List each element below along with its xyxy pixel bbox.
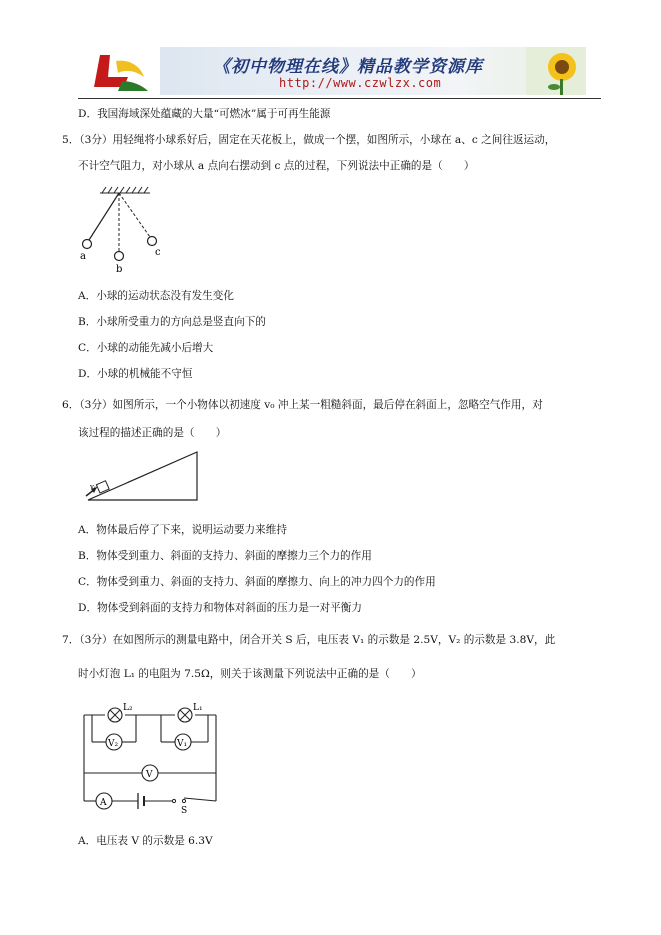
ceiling-hatch: [100, 187, 150, 193]
label-b: b: [116, 264, 123, 275]
header-rule: [78, 98, 601, 99]
label-v1: V₁: [177, 739, 188, 749]
banner-url: http://www.czwlzx.com: [279, 76, 442, 90]
q6-option-a: A．物体最后停了下来，说明运动要力来维持: [78, 524, 287, 536]
q5-option-a: A．小球的运动状态没有发生变化: [78, 290, 234, 302]
lamp-l1-icon: [178, 708, 192, 722]
string-a: [89, 193, 119, 240]
q5-option-c: C．小球的动能先减小后增大: [78, 342, 214, 354]
ball-a: [83, 240, 92, 249]
sunflower-icon: [526, 47, 586, 95]
incline-triangle: [88, 452, 197, 500]
switch-contact: [182, 799, 185, 802]
lamp-l2-icon: [108, 708, 122, 722]
q7-stem-line2: 时小灯泡 L₁ 的电阻为 7.5Ω，则关于该测量下列说法中正确的是（ ）: [78, 668, 422, 680]
q6-stem-line2: 该过程的描述正确的是（ ）: [78, 427, 227, 439]
label-l1: L₁: [193, 703, 203, 713]
q6-option-c: C．物体受到重力、斜面的支持力、斜面的摩擦力、向上的冲力四个力的作用: [78, 576, 436, 588]
ball-b: [115, 252, 124, 261]
circuit-figure: [78, 697, 223, 817]
ball-c: [148, 237, 157, 246]
label-a: a: [80, 251, 86, 262]
circuit-wires: [84, 715, 216, 801]
q7-stem-line1: 7．（3分）在如图所示的测量电路中，闭合开关 S 后，电压表 V₁ 的示数是 2.5V，V₂ 的示数是 3.8V，此: [62, 634, 556, 646]
incline-figure: [80, 447, 200, 503]
label-a: A: [100, 798, 107, 808]
label-s: S: [181, 806, 188, 816]
site-logo-icon: [78, 47, 160, 95]
q5-option-d: D．小球的机械能不守恒: [78, 368, 193, 380]
q6-option-d: D．物体受到斜面的支持力和物体对斜面的压力是一对平衡力: [78, 602, 362, 614]
header-banner: [78, 47, 586, 95]
label-v2: V₂: [108, 739, 119, 749]
label-v0: v₀: [90, 483, 97, 491]
banner-title: 《初中物理在线》精品教学资源库: [213, 57, 483, 77]
label-v: V: [146, 770, 153, 780]
q6-stem-line1: 6．（3分）如图所示，一个小物体以初速度 v₀ 冲上某一粗糙斜面，最后停在斜面上，忽略空气作用，对: [62, 399, 543, 411]
string-c: [119, 193, 150, 237]
q5-stem-line2: 不计空气阻力，对小球从 a 点向右摆动到 c 点的过程，下列说法中正确的是（ ）: [78, 160, 475, 172]
q5-option-b: B．小球所受重力的方向总是竖直向下的: [78, 316, 266, 328]
q5-stem-line1: 5．（3分）用轻绳将小球系好后，固定在天花板上，做成一个摆，如图所示，小球在 a、c 之间往返运动，: [62, 134, 556, 146]
switch-pivot: [172, 799, 175, 802]
q6-option-b: B．物体受到重力、斜面的支持力、斜面的摩擦力三个力的作用: [78, 550, 372, 562]
q7-option-a: A．电压表 V 的示数是 6.3V: [78, 835, 213, 847]
label-c: c: [155, 247, 161, 258]
pendulum-figure: [70, 185, 180, 277]
q4-option-d: D．我国海域深处蕴藏的大量“可燃冰”属于可再生能源: [78, 108, 331, 120]
label-l2: L₂: [123, 703, 133, 713]
